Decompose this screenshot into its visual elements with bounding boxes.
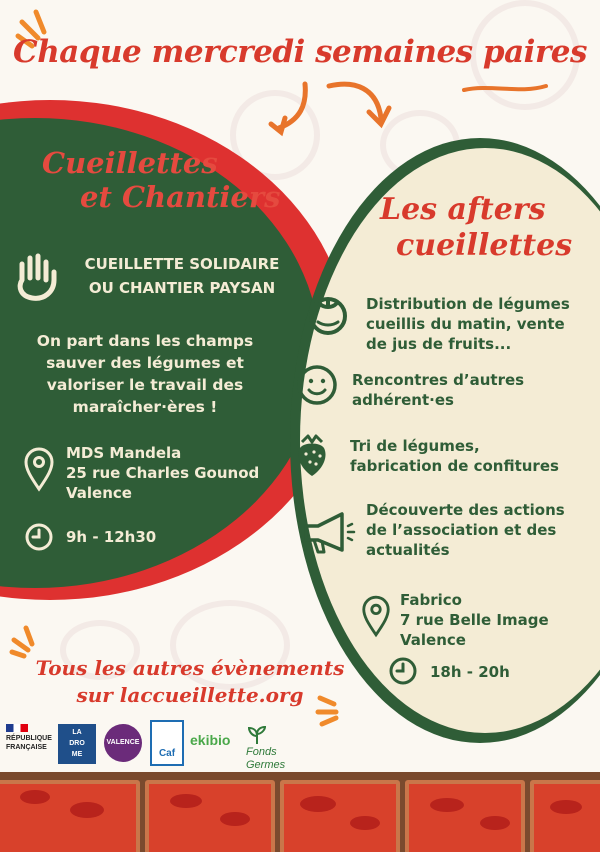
right-title — [380, 192, 572, 264]
crate — [0, 780, 140, 852]
location-pin-icon — [360, 594, 392, 638]
right-item1 — [366, 294, 596, 354]
ekibio-text: ekibio — [190, 732, 231, 748]
flag-icon — [6, 724, 28, 732]
rf-line2: FRANÇAISE — [6, 744, 47, 751]
left-address-line1: MDS Mandela — [66, 444, 182, 462]
crate — [145, 780, 275, 852]
left-description-line3: valoriser le travail des — [46, 376, 244, 394]
caf-logo — [150, 720, 184, 766]
partner-logos — [0, 718, 600, 771]
footer-events-link[interactable] — [30, 655, 350, 709]
right-address — [400, 590, 590, 650]
right-item2-line1: Rencontres d’autres — [352, 371, 525, 389]
valence-logo — [104, 724, 142, 762]
hand-icon — [12, 250, 60, 302]
left-address-line2: 25 rue Charles Gounod — [66, 464, 260, 482]
arrow-left-icon — [265, 80, 315, 140]
footer-line2: sur laccueillette.org — [76, 683, 304, 707]
right-item4-line3: actualités — [366, 541, 450, 559]
right-item3-line2: fabrication de confitures — [350, 457, 559, 475]
left-title — [42, 146, 280, 214]
arrow-decor-icon — [460, 80, 550, 100]
right-item2 — [352, 370, 582, 410]
location-pin-icon — [22, 446, 56, 492]
right-hours: 18h - 20h — [430, 663, 510, 681]
crate — [530, 780, 600, 852]
caf-text: Caf — [158, 748, 176, 759]
page-headline: Chaque mercredi semaines paires — [13, 34, 587, 70]
pepper — [20, 790, 50, 804]
left-address-line3: Valence — [66, 484, 132, 502]
rf-line1: RÉPUBLIQUE — [6, 735, 52, 742]
ladrome-line1: LA — [72, 729, 82, 736]
left-title-line1: Cueillettes — [42, 146, 218, 180]
right-item4-line2: de l’association et des — [366, 521, 557, 539]
megaphone-icon — [300, 510, 356, 556]
fonds-germes-logo — [246, 724, 285, 772]
right-address-line2: 7 rue Belle Image — [400, 611, 549, 629]
pepper — [170, 794, 202, 808]
right-item4 — [366, 500, 596, 560]
smiley-icon — [296, 364, 338, 406]
pepper — [550, 800, 582, 814]
left-description-line2: sauver des légumes et — [46, 354, 244, 372]
la-drome-logo — [58, 724, 96, 764]
right-address-line3: Valence — [400, 631, 466, 649]
left-hours: 9h - 12h30 — [66, 528, 157, 546]
right-title-line2: cueillettes — [396, 228, 573, 263]
right-item4-line1: Découverte des actions — [366, 501, 565, 519]
clock-icon — [388, 656, 418, 686]
pepper — [430, 798, 464, 812]
clock-icon — [24, 522, 54, 552]
left-address — [66, 443, 276, 503]
pepper — [480, 816, 510, 830]
left-subtitle-line2: OU CHANTIER PAYSAN — [88, 279, 276, 297]
left-title-line2: et Chantiers — [80, 180, 281, 214]
arrow-right-icon — [325, 78, 395, 138]
footer-line1: Tous les autres évènements — [35, 656, 345, 680]
pepper — [300, 796, 336, 812]
tomato-icon — [306, 292, 350, 336]
left-description-line4: maraîcher·ères ! — [72, 398, 218, 416]
ladrome-line3: ME — [71, 751, 83, 758]
strawberry-icon — [294, 432, 330, 478]
ekibio-logo — [190, 732, 230, 748]
fonds-line1: Fonds — [246, 746, 277, 758]
ladrome-line2: DRO — [69, 740, 85, 747]
right-item1-line1: Distribution de légumes — [366, 295, 570, 313]
pepper — [70, 802, 104, 818]
sprout-icon — [246, 724, 268, 746]
pepper — [220, 812, 250, 826]
right-item1-line3: de jus de fruits... — [366, 335, 512, 353]
right-item2-line2: adhérent·es — [352, 391, 454, 409]
valence-text: VALENCE — [106, 739, 140, 746]
fonds-line2: Germes — [246, 759, 286, 771]
pepper-crates-photo — [0, 772, 600, 852]
left-description — [20, 330, 270, 418]
crate — [280, 780, 400, 852]
right-item3-line1: Tri de légumes, — [350, 437, 480, 455]
republique-francaise-logo — [6, 724, 54, 752]
left-subtitle-line1: CUEILLETTE SOLIDAIRE — [84, 255, 280, 273]
crate — [405, 780, 525, 852]
pepper — [350, 816, 380, 830]
right-item1-line2: cueillis du matin, vente — [366, 315, 565, 333]
right-address-line1: Fabrico — [400, 591, 462, 609]
left-description-line1: On part dans les champs — [36, 332, 254, 350]
right-item3 — [350, 436, 590, 476]
left-subtitle — [72, 252, 292, 300]
right-title-line1: Les afters — [380, 192, 546, 227]
